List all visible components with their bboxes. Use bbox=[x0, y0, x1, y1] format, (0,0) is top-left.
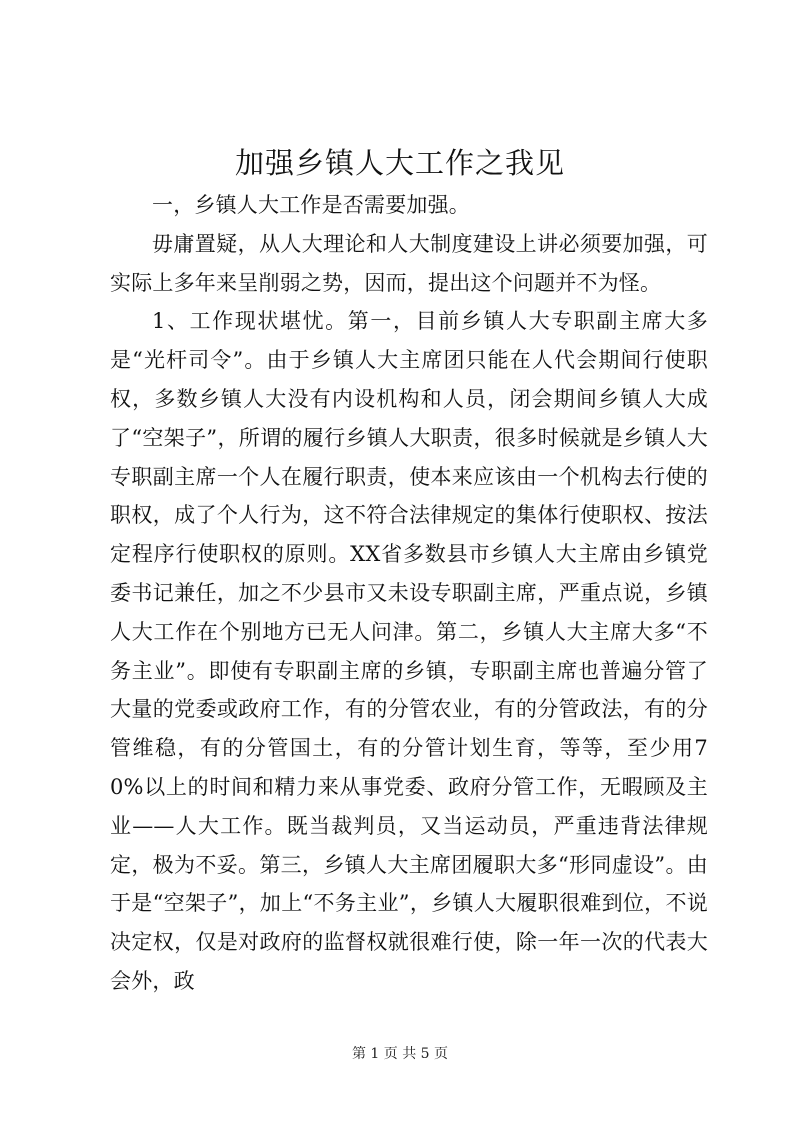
document-title: 加强乡镇人大工作之我见 bbox=[234, 146, 565, 180]
paragraph: 一，乡镇人大工作是否需要加强。 bbox=[152, 193, 470, 217]
page-number-footer: 第 1 页 共 5 页 bbox=[351, 1046, 449, 1062]
document-body bbox=[110, 186, 708, 1001]
paragraph: 毋庸置疑，从人大理论和人大制度建设上讲必须要加强，可实际上多年来呈削弱之势，因而，提出这个问题并不为怪。 bbox=[110, 231, 708, 295]
paragraph: 1、工作现状堪忧。第一，目前乡镇人大专职副主席大多是“光杆司令”。由于乡镇人大主席团只能在人代会期间行使职权，多数乡镇人大没有内设机构和人员，闭会期间乡镇人大成了“空架子”，所谓的履行乡镇人大职责，很多时候就是乡镇人大专职副主席一个人在履行职责，使本来应该由一个机构去行使的职权，成了个人行为，这不符合法律规定的集体行使职权、按法定程序行使职权的原则。XX省多数县市乡镇人大主席由乡镇党委书记兼任，加之不少县市又未设专职副主席，严重点说，乡镇人大工作在个别地方已无人问津。第二，乡镇人大主席大多“不务主业”。即使有专职副主席的乡镇，专职副主席也普遍分管了大量的党委或政府工作，有的分管农业，有的分管政法，有的分管维稳，有的分管国土，有的分管计划生育，等等，至少用70%以上的时间和精力来从事党委、政府分管工作，无暇顾及主业——人大工作。既当裁判员，又当运动员，严重违背法律规定，极为不妥。第三，乡镇人大主席团履职大多“形同虚设”。由于是“空架子”，加上“不务主业”，乡镇人大履职很难到位，不说决定权，仅是对政府的监督权就很难行使，除一年一次的代表大会外，政 bbox=[110, 309, 708, 993]
